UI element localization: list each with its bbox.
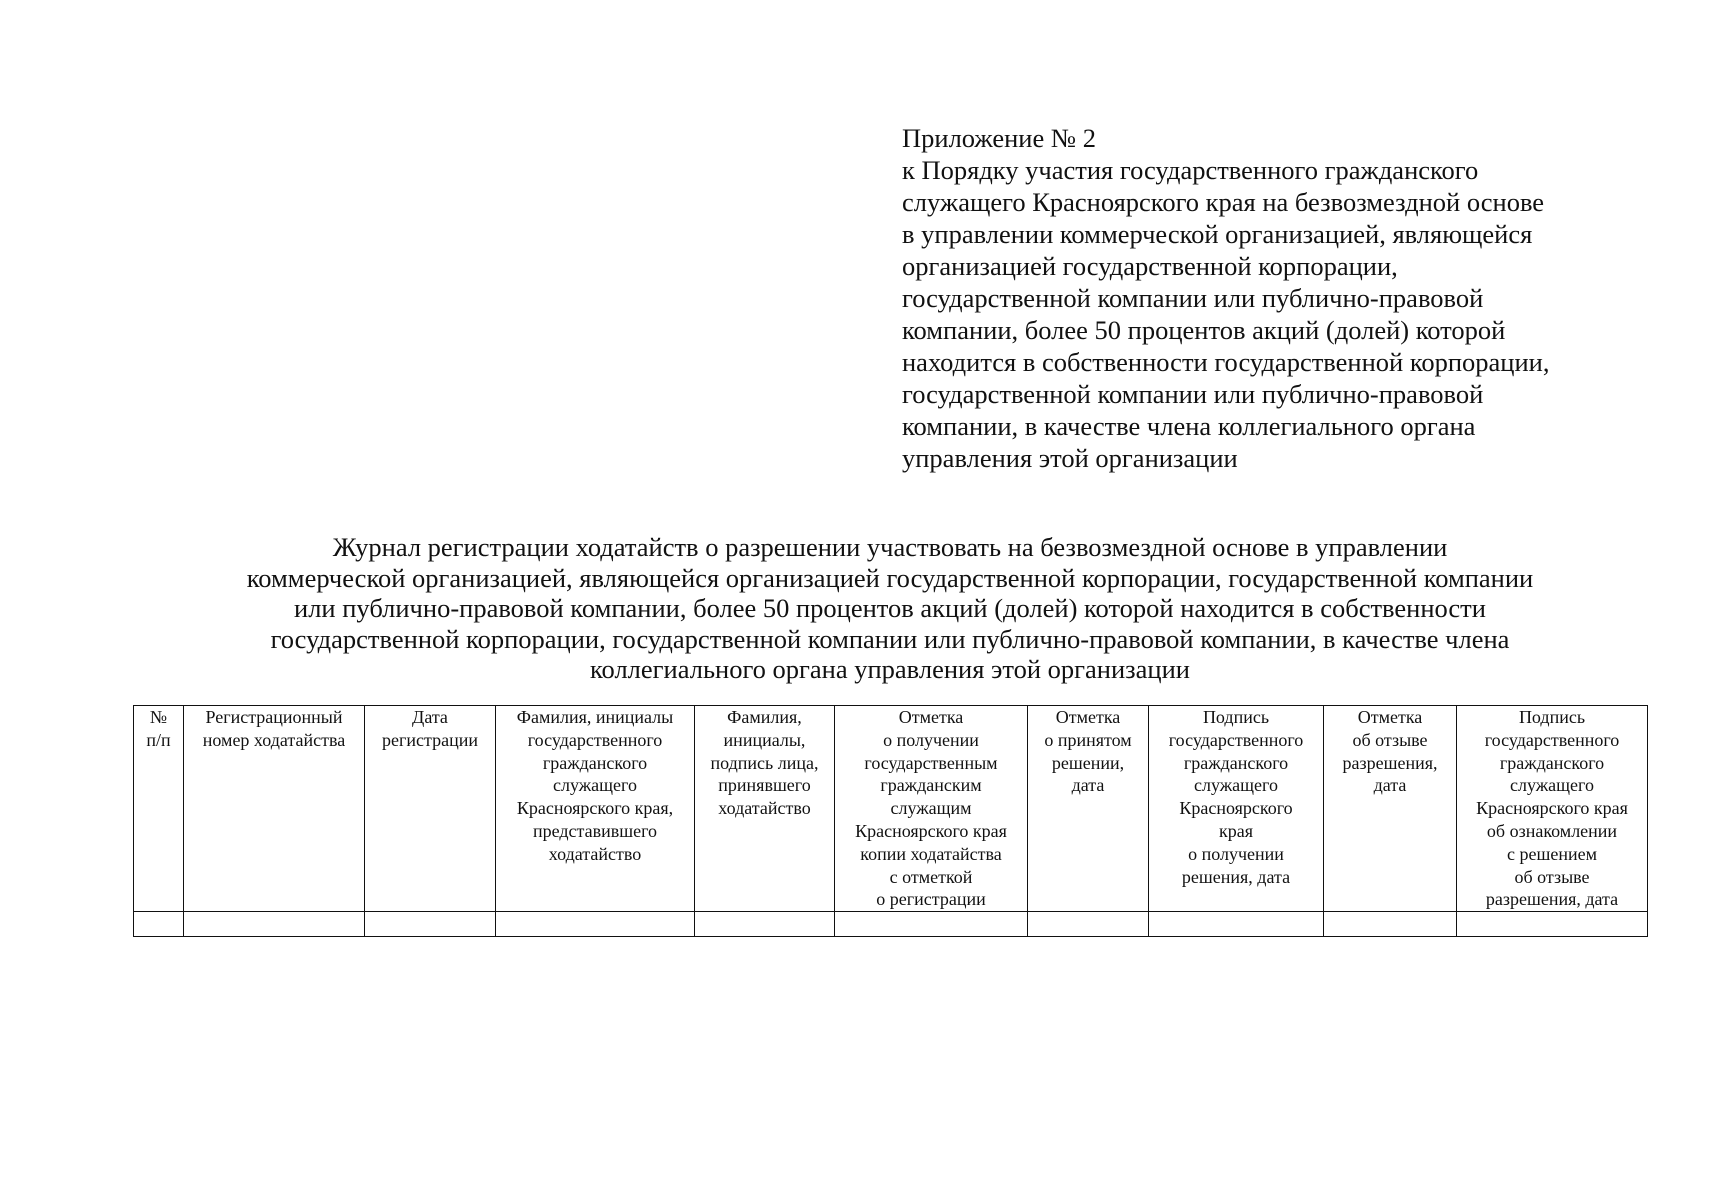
- column-header-registration-date: Дата регистрации: [365, 706, 496, 912]
- table-row: [134, 912, 1648, 937]
- table-cell: [1457, 912, 1648, 937]
- appendix-text-line: к Порядку участия государственного гражданского: [902, 155, 1479, 185]
- column-header-copy-receipt-mark: Отметка о получении государственным гражданским служащим Красноярского края копии ходатайства с отметкой о регистрации: [835, 706, 1028, 912]
- journal-title-line: Журнал регистрации ходатайств о разрешении участвовать на безвозмездной основе в управлении: [332, 532, 1448, 562]
- appendix-text-line: управления этой организации: [902, 443, 1238, 473]
- appendix-text-line: компании, более 50 процентов акций (долей) которой: [902, 315, 1506, 345]
- journal-title-line: государственной корпорации, государственной компании или публично-правовой компании, в качестве члена: [270, 623, 1510, 654]
- column-header-registration-number: Регистрационный номер ходатайства: [184, 706, 365, 912]
- table-cell: [835, 912, 1028, 937]
- table-cell: [496, 912, 695, 937]
- appendix-text-line: в управлении коммерческой организацией, являющейся: [902, 219, 1533, 249]
- appendix-header: [902, 122, 1682, 474]
- appendix-text-line: компании, в качестве члена коллегиального органа: [902, 411, 1476, 441]
- journal-title: [130, 532, 1650, 685]
- appendix-text-line: находится в собственности государственной корпорации,: [902, 347, 1550, 377]
- table-cell: [134, 912, 184, 937]
- column-header-number: № п/п: [134, 706, 184, 912]
- journal-title-line: коммерческой организацией, являющейся организацией государственной корпорации, государственной компании: [246, 562, 1534, 593]
- journal-table: [133, 705, 1648, 937]
- appendix-text-line: государственной компании или публично-правовой: [902, 379, 1484, 409]
- column-header-employee-name: Фамилия, инициалы государственного гражданского служащего Красноярского края, представившего ходатайство: [496, 706, 695, 912]
- column-header-revocation-mark: Отметка об отзыве разрешения, дата: [1324, 706, 1457, 912]
- appendix-text-line: организацией государственной корпорации,: [902, 251, 1398, 281]
- column-header-revocation-signature: Подпись государственного гражданского служащего Красноярского края об ознакомлении с решением об отзыве разрешения, дата: [1457, 706, 1648, 912]
- journal-title-line: коллегиального органа управления этой организации: [590, 654, 1190, 684]
- table-cell: [1149, 912, 1324, 937]
- table-cell: [1324, 912, 1457, 937]
- column-header-decision-mark: Отметка о принятом решении, дата: [1028, 706, 1149, 912]
- table-cell: [365, 912, 496, 937]
- column-header-decision-receipt-signature: Подпись государственного гражданского служащего Красноярского края о получении решения, дата: [1149, 706, 1324, 912]
- journal-title-line: или публично-правовой компании, более 50 процентов акций (долей) которой находится в собственности: [294, 593, 1486, 623]
- table-cell: [1028, 912, 1149, 937]
- column-header-receiver-name: Фамилия, инициалы, подпись лица, принявшего ходатайство: [695, 706, 835, 912]
- appendix-number: Приложение № 2: [902, 123, 1097, 153]
- table-cell: [184, 912, 365, 937]
- appendix-text-line: государственной компании или публично-правовой: [902, 283, 1484, 313]
- table-cell: [695, 912, 835, 937]
- appendix-text-line: служащего Красноярского края на безвозмездной основе: [902, 187, 1545, 217]
- table-header-row: [134, 706, 1648, 912]
